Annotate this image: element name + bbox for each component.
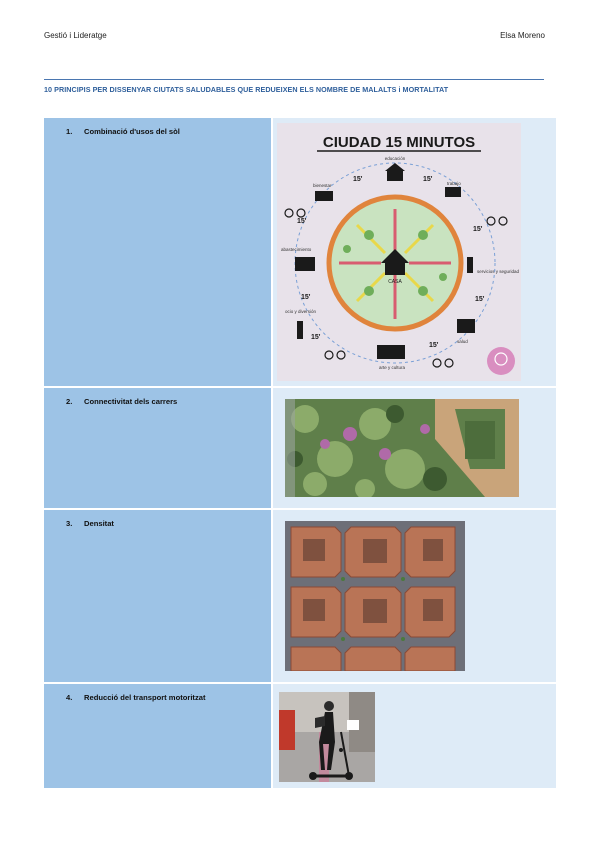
svg-text:15': 15' xyxy=(301,294,311,301)
title-rule xyxy=(44,79,544,80)
header-left: Gestió i Lideratge xyxy=(44,31,107,40)
svg-text:15': 15' xyxy=(473,226,483,233)
svg-text:arte y cultura: arte y cultura xyxy=(379,365,406,370)
svg-text:trabajo: trabajo xyxy=(447,181,461,186)
image-cell xyxy=(273,388,556,508)
principle-cell xyxy=(44,388,273,508)
principle-label: 2. Connectivitat dels carrers xyxy=(66,397,178,406)
svg-text:abastecimiento: abastecimiento xyxy=(281,247,312,252)
principle-label: 1. Combinació d'usos del sòl xyxy=(66,127,180,136)
table-row xyxy=(44,118,556,388)
ciudad-15-minutos-poster xyxy=(277,123,521,381)
svg-text:servicios y seguridad: servicios y seguridad xyxy=(477,269,520,274)
header-right: Elsa Moreno xyxy=(500,31,545,40)
principle-label: 3. Densitat xyxy=(66,519,114,528)
table-row xyxy=(44,510,556,684)
svg-text:15': 15' xyxy=(423,176,433,183)
svg-text:15': 15' xyxy=(353,176,363,183)
svg-text:15': 15' xyxy=(429,342,439,349)
image-cell xyxy=(273,684,556,788)
poster-title: CIUDAD 15 MINUTOS xyxy=(322,134,476,151)
svg-text:15': 15' xyxy=(311,334,321,341)
principle-cell xyxy=(44,118,273,386)
document-title: 10 PRINCIPIS PER DISSENYAR CIUTATS SALUDABLES QUE REDUEIXEN ELS NOMBRE DE MALALTS i MORTALITAT xyxy=(44,85,449,94)
table-row xyxy=(44,684,556,790)
principle-label: 4. Reducció del transport motoritzat xyxy=(66,693,206,702)
poster-logo-icon xyxy=(487,347,515,375)
aerial-city-grid-photo xyxy=(285,521,465,671)
aerial-park-photo xyxy=(285,399,519,497)
svg-text:educación: educación xyxy=(384,156,406,161)
table-row xyxy=(44,388,556,510)
principles-table xyxy=(44,118,556,790)
electric-scooter-photo xyxy=(279,692,375,782)
svg-text:ocio y diversión: ocio y diversión xyxy=(285,309,317,314)
image-cell xyxy=(273,510,556,682)
svg-text:salud: salud xyxy=(457,339,468,344)
svg-text:15': 15' xyxy=(475,296,485,303)
image-cell xyxy=(273,118,556,386)
principle-cell xyxy=(44,684,273,788)
svg-text:15': 15' xyxy=(297,218,307,225)
principle-cell xyxy=(44,510,273,682)
svg-text:bienestar: bienestar xyxy=(313,183,332,188)
svg-text:CASA: CASA xyxy=(388,279,402,285)
